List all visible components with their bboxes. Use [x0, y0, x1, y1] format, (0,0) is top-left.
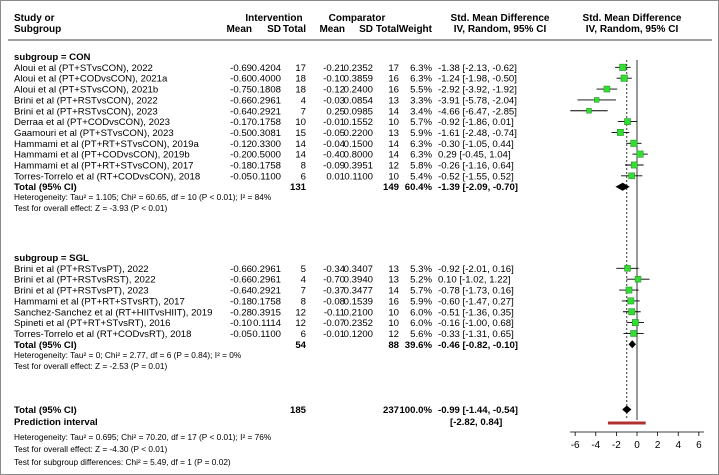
x-tick-label: 4	[675, 440, 682, 451]
comparator-total: 13	[388, 263, 399, 275]
study-smd-ci: -0.33 [-1.31, 0.65]	[438, 328, 514, 340]
x-tick-label: -2	[611, 440, 621, 451]
study-name: Aloui et al (PT+STvsCON), 2022	[14, 62, 153, 74]
comparator-total: 16	[388, 84, 399, 96]
study-effect-marker	[604, 86, 610, 92]
subgroup-total-weight: 39.6%	[404, 339, 432, 351]
study-smd-ci: -1.24 [-1.98, -0.50]	[438, 73, 517, 85]
study-effect-marker	[631, 330, 637, 336]
study-effect-marker	[628, 298, 634, 304]
intervention-sd: 0.1100	[252, 171, 281, 183]
comparator-mean: -0.05	[323, 127, 345, 139]
study-name: Torres-Torrelo et al (RT+CODvsRT), 2018	[14, 328, 192, 340]
comparator-sd: 0.3940	[343, 274, 373, 286]
study-weight: 6.3%	[410, 73, 432, 85]
comparator-mean: -0.04	[323, 138, 345, 150]
study-smd-ci: -0.92 [-2.01, 0.16]	[438, 263, 514, 275]
comparator-total: 14	[388, 106, 399, 118]
comparator-mean: -0.08	[323, 296, 345, 308]
subgroup-overall-effect: Test for overall effect: Z = -3.93 (P < 0.01)	[14, 203, 168, 214]
study-name: Sanchez-Sanchez et al (RT+HIITvsHIIT), 2019	[14, 307, 213, 319]
intervention-mean: -0.12	[230, 138, 252, 150]
subgroup-total-ci: -0.46 [-0.82, -0.10]	[438, 339, 518, 351]
overall-total-comparator: 237	[382, 405, 399, 416]
comparator-sd: 0.1100	[344, 171, 373, 183]
comparator-sd: 0.2352	[343, 318, 373, 330]
study-weight: 5.3%	[410, 263, 432, 275]
comparator-sd: 0.1539	[343, 296, 373, 308]
comparator-total: 16	[388, 296, 399, 308]
comparator-mean: -0.11	[323, 307, 345, 319]
study-weight: 5.7%	[410, 117, 432, 129]
intervention-sd: 0.1758	[251, 160, 281, 172]
header-int-mean: Mean	[226, 24, 252, 35]
x-tick-label: 2	[654, 440, 661, 451]
comparator-total: 10	[388, 307, 399, 319]
study-effect-marker	[594, 97, 599, 102]
header-study: Study or	[14, 13, 55, 24]
intervention-total: 8	[300, 296, 306, 308]
comparator-sd: 0.2352	[343, 62, 373, 74]
x-tick-label: -6	[570, 440, 580, 451]
comparator-total: 14	[388, 285, 399, 297]
comparator-mean: -0.40	[323, 149, 345, 161]
study-weight: 3.4%	[410, 106, 432, 118]
comparator-total: 10	[388, 171, 399, 183]
intervention-sd: 0.1100	[252, 328, 281, 340]
study-smd-ci: -0.92 [-1.86, 0.01]	[438, 117, 514, 129]
intervention-total: 18	[295, 73, 306, 85]
intervention-mean: -0.17	[230, 117, 252, 129]
comparator-total: 13	[388, 274, 399, 286]
intervention-sd: 0.4204	[251, 62, 281, 74]
study-effect-marker	[624, 119, 630, 125]
header-int-total: Total	[282, 24, 306, 35]
intervention-mean: -0.66	[230, 263, 252, 275]
intervention-sd: 0.3300	[251, 138, 281, 150]
study-smd-ci: -0.52 [-1.55, 0.52]	[438, 171, 514, 183]
study-effect-marker	[625, 265, 631, 271]
study-weight: 5.6%	[410, 328, 432, 340]
subgroup-heterogeneity: Heterogeneity: Tau² = 0; Chi² = 2.77, df = 6 (P = 0.84); I² = 0%	[14, 349, 242, 360]
prediction-interval-ci: [-2.82, 0.84]	[450, 417, 503, 428]
intervention-total: 6	[300, 171, 306, 183]
study-name: Derraa et al (PT+CODvsCON), 2023	[14, 117, 170, 129]
study-smd-ci: -1.38 [-2.13, -0.62]	[438, 62, 517, 74]
overall-total-intervention: 185	[289, 405, 306, 416]
intervention-mean: -0.64	[230, 106, 252, 118]
study-name: Gaamouri et al (PT+STvsCON), 2023	[14, 127, 174, 139]
comparator-mean: -0.01	[323, 117, 345, 129]
comparator-total: 12	[388, 160, 399, 172]
header-subgroup: Subgroup	[14, 24, 62, 35]
study-weight: 6.3%	[410, 149, 432, 161]
comparator-mean: -0.01	[323, 328, 345, 340]
subgroup-total-intervention: 131	[289, 182, 306, 194]
intervention-sd: 0.4000	[251, 73, 281, 85]
study-smd-ci: -0.60 [-1.47, 0.27]	[438, 296, 514, 308]
intervention-mean: -0.66	[230, 95, 252, 107]
intervention-total: 8	[300, 160, 306, 172]
comparator-total: 17	[388, 62, 399, 74]
study-name: Hammami et al (PT+RT+STvsCON), 2017	[14, 160, 194, 172]
header-comp-total: Total	[375, 24, 399, 35]
study-weight: 6.3%	[410, 138, 432, 150]
comparator-mean: -0.21	[323, 62, 345, 74]
overall-total-label: Total (95% CI)	[14, 405, 77, 416]
comparator-sd: 0.1552	[343, 117, 373, 129]
study-smd-ci: -0.78 [-1.73, 0.16]	[438, 285, 514, 297]
comparator-sd: 0.2400	[343, 84, 373, 96]
comparator-total: 14	[388, 149, 399, 161]
study-effect-marker	[637, 151, 643, 157]
subgroup-differences-test: Test for subgroup differences: Chi² = 5.49, df = 1 (P = 0.02)	[14, 457, 231, 467]
comparator-sd: 0.3477	[343, 285, 373, 297]
intervention-mean: -0.64	[230, 285, 252, 297]
header-comp-mean: Mean	[319, 24, 345, 35]
study-effect-marker	[632, 319, 638, 325]
intervention-mean: -0.05	[230, 328, 252, 340]
study-name: Aloui et al (PT+STvsCON), 2021b	[14, 84, 159, 96]
prediction-interval-label: Prediction interval	[14, 417, 98, 428]
subgroup-heterogeneity: Heterogeneity: Tau² = 1.105; Chi² = 60.65, df = 10 (P < 0.01); I² = 84%	[14, 192, 272, 203]
header-smd-method: IV, Random, 95% CI	[453, 24, 547, 35]
study-weight: 5.5%	[410, 84, 432, 96]
header-int-sd: SD	[267, 24, 281, 35]
header-plot-method: IV, Random, 95% CI	[585, 24, 679, 35]
comparator-mean: -0.09	[323, 160, 345, 172]
overall-total-ci: -0.99 [-1.44, -0.54]	[438, 405, 518, 416]
study-weight: 6.0%	[410, 318, 432, 330]
comparator-mean: -0.12	[323, 84, 345, 96]
header-smd: Std. Mean Difference	[450, 13, 550, 24]
study-effect-marker	[587, 108, 592, 113]
study-smd-ci: 0.29 [-0.45, 1.04]	[438, 149, 511, 161]
subgroup-overall-effect: Test for overall effect: Z = -2.53 (P = 0.01)	[14, 360, 168, 371]
comparator-sd: 0.3407	[343, 263, 373, 275]
comparator-total: 12	[388, 328, 399, 340]
study-smd-ci: -0.30 [-1.05, 0.44]	[438, 138, 514, 150]
study-weight: 5.9%	[410, 296, 432, 308]
intervention-total: 18	[295, 84, 306, 96]
comparator-mean: 0.01	[326, 171, 345, 183]
intervention-sd: 0.1758	[251, 296, 281, 308]
comparator-mean: -0.37	[323, 285, 345, 297]
subgroup-title: subgroup = CON	[14, 52, 91, 63]
intervention-mean: -0.10	[230, 318, 252, 330]
intervention-sd: 0.2961	[251, 263, 281, 275]
subgroup-total-label: Total (95% CI)	[14, 339, 77, 351]
intervention-sd: 0.2961	[251, 95, 281, 107]
header-comp-sd: SD	[359, 24, 373, 35]
study-name: Torres-Torrelo et al (RT+CODvsCON), 2018	[14, 171, 201, 183]
header-comparator: Comparator	[328, 13, 386, 24]
overall-effect-test: Test for overall effect: Z = -4.30 (P < 0.01)	[14, 444, 168, 454]
comparator-sd: 0.8000	[343, 149, 373, 161]
intervention-mean: -0.18	[230, 160, 252, 172]
study-smd-ci: -1.61 [-2.48, -0.74]	[438, 127, 517, 139]
study-weight: 6.3%	[410, 62, 432, 74]
study-name: Brini et al (PT+RSTvsRST), 2022	[14, 274, 156, 286]
intervention-total: 17	[295, 62, 306, 74]
study-name: Spineti et al (PT+RT+STvsRT), 2016	[14, 318, 171, 330]
intervention-mean: -0.05	[230, 171, 252, 183]
study-effect-marker	[620, 64, 626, 70]
comparator-mean: -0.07	[323, 318, 345, 330]
x-tick-label: 0	[634, 440, 640, 451]
intervention-mean: -0.69	[230, 62, 252, 74]
intervention-mean: -0.50	[230, 127, 252, 139]
study-weight: 5.7%	[410, 285, 432, 297]
intervention-total: 15	[295, 127, 306, 139]
study-smd-ci: -0.16 [-1.00, 0.68]	[438, 318, 514, 330]
study-weight: 3.3%	[410, 95, 432, 107]
intervention-total: 6	[300, 328, 306, 340]
comparator-sd: 0.0985	[343, 106, 373, 118]
intervention-total: 4	[300, 274, 306, 286]
study-weight: 5.9%	[410, 127, 432, 139]
study-smd-ci: -4.66 [-6.47, -2.85]	[438, 106, 517, 118]
intervention-total: 14	[295, 138, 306, 150]
subgroup-total-intervention: 54	[295, 339, 306, 351]
study-effect-marker	[629, 173, 635, 179]
study-name: Hammami et al (PT+CODvsCON), 2019b	[14, 149, 190, 161]
study-name: Brini et al (PT+RSTvsPT), 2023	[14, 285, 149, 297]
intervention-total: 7	[300, 285, 306, 297]
study-weight: 5.2%	[410, 274, 432, 286]
comparator-sd: 0.0854	[343, 95, 373, 107]
overall-total-weight: 100.0%	[399, 405, 432, 416]
intervention-total: 12	[295, 307, 306, 319]
intervention-sd: 0.3915	[251, 307, 281, 319]
x-tick-label: 6	[696, 440, 702, 451]
comparator-mean: -0.03	[323, 95, 345, 107]
study-effect-marker	[631, 162, 637, 168]
study-effect-marker	[631, 140, 637, 146]
overall-heterogeneity: Heterogeneity: Tau² = 0.695; Chi² = 70.20, df = 17 (P < 0.01); I² = 76%	[14, 432, 272, 442]
header-intervention: Intervention	[245, 13, 303, 24]
study-effect-marker	[629, 309, 635, 315]
intervention-mean: -0.66	[230, 274, 252, 286]
comparator-mean: 0.25	[326, 106, 345, 118]
intervention-sd: 0.5000	[251, 149, 281, 161]
intervention-sd: 0.1114	[253, 318, 281, 330]
study-smd-ci: -2.92 [-3.92, -1.92]	[438, 84, 517, 96]
intervention-sd: 0.2961	[251, 274, 281, 286]
study-effect-marker	[626, 287, 632, 293]
study-effect-marker	[621, 75, 627, 81]
comparator-total: 10	[388, 117, 399, 129]
comparator-sd: 0.3951	[343, 160, 373, 172]
study-effect-marker	[635, 276, 641, 282]
comparator-sd: 0.2200	[343, 127, 373, 139]
intervention-sd: 0.3081	[251, 127, 281, 139]
study-smd-ci: -0.51 [-1.36, 0.35]	[438, 307, 514, 319]
intervention-sd: 0.1758	[251, 117, 281, 129]
comparator-mean: -0.34	[323, 263, 345, 275]
comparator-total: 16	[388, 73, 399, 85]
subgroup-total-comparator: 88	[388, 339, 399, 351]
intervention-total: 12	[295, 318, 306, 330]
intervention-total: 7	[300, 106, 306, 118]
intervention-mean: -0.20	[230, 149, 252, 161]
study-smd-ci: 0.10 [-1.02, 1.22]	[438, 274, 511, 286]
subgroup-total-label: Total (95% CI)	[14, 182, 77, 194]
comparator-mean: -0.10	[323, 73, 345, 85]
study-name: Hammami et al (PT+RT+STvsRT), 2017	[14, 296, 185, 308]
comparator-total: 10	[388, 318, 399, 330]
comparator-sd: 0.1500	[343, 138, 373, 150]
study-weight: 5.4%	[410, 171, 432, 183]
intervention-total: 10	[295, 117, 306, 129]
intervention-total: 4	[300, 95, 306, 107]
intervention-mean: -0.28	[230, 307, 252, 319]
subgroup-total-weight: 60.4%	[404, 182, 432, 194]
study-effect-marker	[617, 129, 623, 135]
study-name: Hammami et al (PT+RT+STvsCON), 2019a	[14, 138, 199, 150]
comparator-sd: 0.1200	[343, 328, 373, 340]
comparator-sd: 0.2100	[343, 307, 373, 319]
intervention-sd: 0.2921	[251, 285, 281, 297]
subgroup-total-ci: -1.39 [-2.09, -0.70]	[438, 182, 518, 194]
intervention-mean: -0.18	[230, 296, 252, 308]
study-name: Brini et al (PT+RSTvsPT), 2022	[14, 263, 149, 275]
comparator-total: 13	[388, 127, 399, 139]
comparator-sd: 0.3859	[343, 73, 373, 85]
study-smd-ci: -0.26 [-1.16, 0.64]	[438, 160, 514, 172]
intervention-sd: 0.1808	[251, 84, 281, 96]
comparator-total: 14	[388, 138, 399, 150]
study-name: Brini et al (PT+RSTvsCON), 2022	[14, 95, 158, 107]
study-weight: 5.8%	[410, 160, 432, 172]
header-weight: Weight	[398, 24, 432, 35]
intervention-mean: -0.60	[230, 73, 252, 85]
intervention-total: 14	[295, 149, 306, 161]
comparator-mean: -0.70	[323, 274, 345, 286]
intervention-sd: 0.2921	[251, 106, 281, 118]
study-weight: 6.0%	[410, 307, 432, 319]
study-smd-ci: -3.91 [-5.78, -2.04]	[438, 95, 517, 107]
intervention-mean: -0.75	[230, 84, 252, 96]
subgroup-total-comparator: 149	[382, 182, 399, 194]
study-name: Aloui et al (PT+CODvsCON), 2021a	[14, 73, 168, 85]
intervention-total: 5	[300, 263, 306, 275]
header-plot: Std. Mean Difference	[582, 13, 682, 24]
x-tick-label: -4	[591, 440, 601, 451]
subgroup-title: subgroup = SGL	[14, 253, 89, 264]
comparator-total: 13	[388, 95, 399, 107]
study-name: Brini et al (PT+RSTvsCON), 2023	[14, 106, 158, 118]
